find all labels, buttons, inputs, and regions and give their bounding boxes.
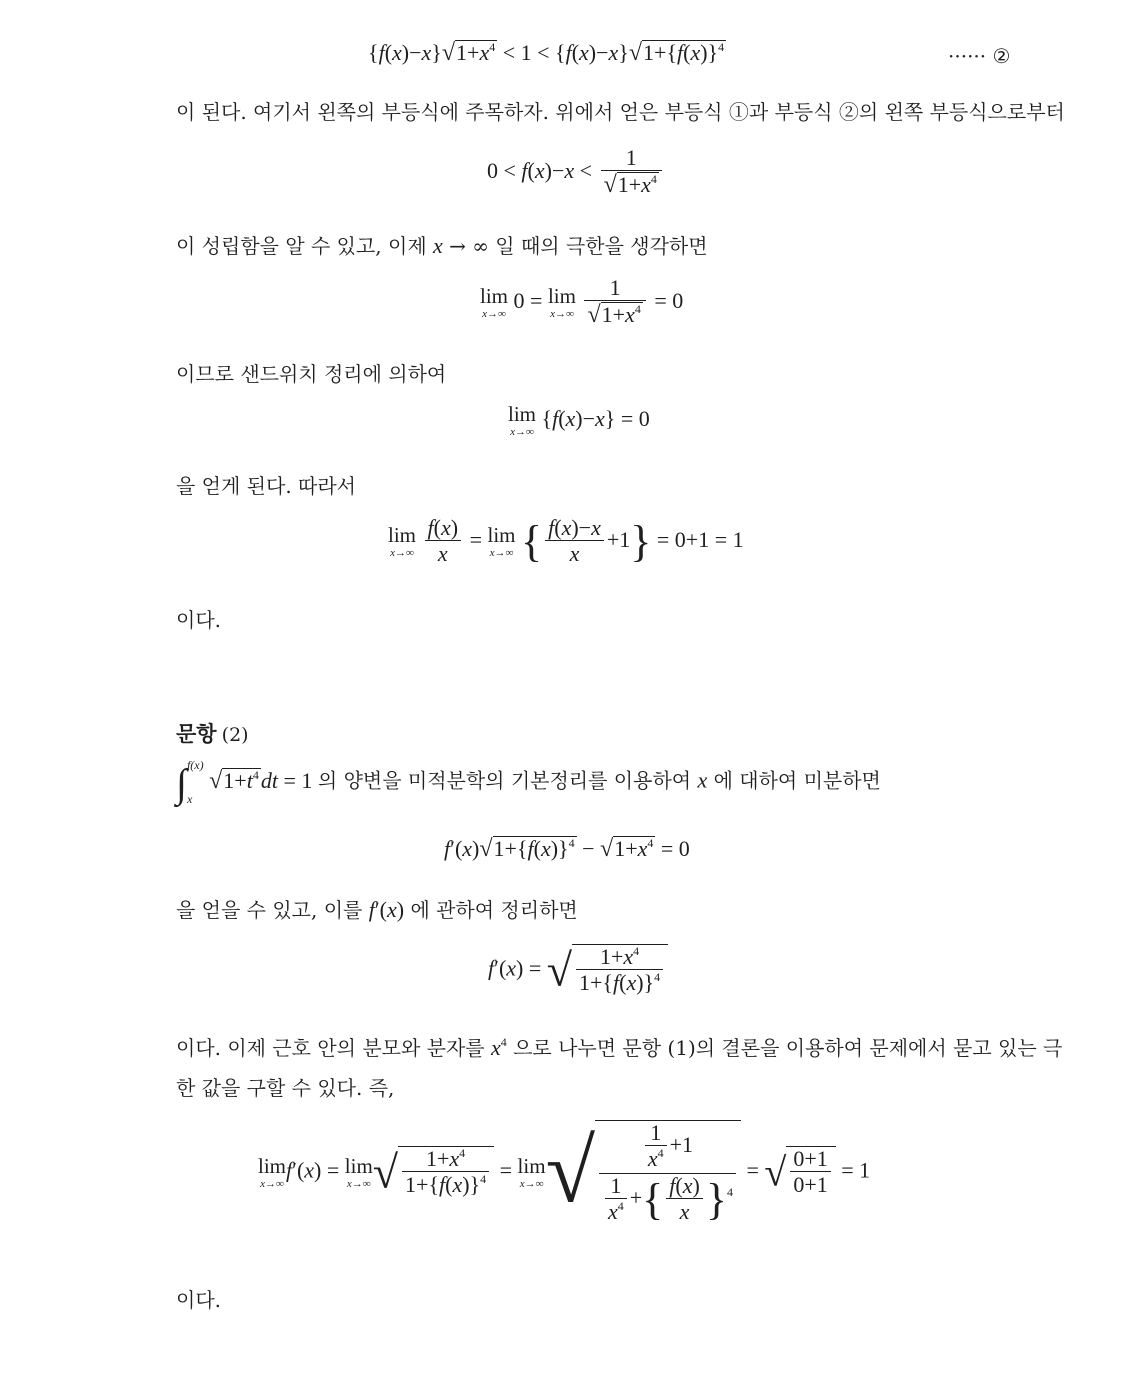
paragraph-4: 을 얻게 된다. 따라서 — [176, 474, 356, 498]
paragraph-3: 이므로 샌드위치 정리에 의하여 — [176, 362, 447, 386]
integral-line: ∫ f(x) x $√1+t^4dt = 1$ 의 양변을 미적분학의 기본정리를 이용하여 x 에 대하여 미분하면 — [176, 758, 881, 806]
equation-derivative: $f'(x)√1+\{f(x)\}^4 - √1+x^4 = 0$ — [444, 836, 690, 862]
equation-limit-bounds: lim x→∞ 0 = lim x→∞ $\frac{1}{√1+x^4}$ = 0 — [480, 275, 684, 329]
paragraph-5: 이다. — [176, 608, 221, 632]
equation-2: $\{f(x)-x\}√1+x^4 < 1 < \{f(x)-x\}√1+\{f(x)\}^4$ — [368, 40, 725, 66]
equation-ratio-limit: lim x→∞ $\frac{f(x)}{x}$ = lim x→∞ { $\frac{f(x)-x}{x}$ +1} = 0+1 = 1 — [388, 515, 744, 567]
paragraph-7-end: 에 관하여 정리하면 — [410, 898, 578, 922]
paragraph-10: 이다. — [176, 1288, 221, 1312]
equation-2-label: ······ ② — [948, 44, 1011, 68]
paragraph-8: 이다. 이제 근호 안의 분모와 분자를 $x^4$ 으로 나누면 문항 (1)의 결론을 이용하여 문제에서 묻고 있는 극 — [176, 1035, 1063, 1060]
integral-line-text-a: 의 양변을 미적분학의 기본정리를 이용하여 — [317, 768, 692, 793]
equation-final-limit: lim x→∞ f′(x) = lim x→∞ √ $\frac{1+x^4}{1+\{f(x)\}^4}$ = lim x→∞ √ $\frac{1}{x^4}$ +1 $\frac{1}{x^4}$ +{ $\frac{f(x)}{x}$ }$^4$ = √ $\frac{0+1}{0+1}$ = 1 — [258, 1120, 871, 1224]
paragraph-1: 이 된다. 여기서 왼쪽의 부등식에 주목하자. 위에서 얻은 부등식 ①과 부등식 ②의 왼쪽 부등식으로부터 — [176, 100, 1065, 124]
paragraph-9: 한 값을 구할 수 있다. 즉, — [176, 1076, 395, 1100]
equation-f-prime: f′(x) = √ $\frac{1+x^4}{1+\{f(x)\}^4}$ — [488, 944, 668, 997]
section-heading-number: (2) — [221, 724, 249, 746]
paragraph-7-start: 을 얻을 수 있고, 이를 — [176, 898, 363, 922]
paragraph-2-end: 일 때의 극한을 생각하면 — [495, 234, 708, 258]
paragraph-8-end: 으로 나누면 문항 (1)의 결론을 이용하여 문제에서 묻고 있는 극 — [513, 1036, 1063, 1060]
paragraph-7: 을 얻을 수 있고, 이를 f′(x) 에 관하여 정리하면 — [176, 897, 578, 922]
section-heading-label: 문항 — [176, 721, 217, 746]
integral-line-text-b: 에 대하여 미분하면 — [713, 768, 881, 793]
section-heading — [176, 718, 249, 748]
paragraph-2-start: 이 성립함을 알 수 있고, 이제 — [176, 234, 427, 258]
paragraph-2: 이 성립함을 알 수 있고, 이제 x → ∞ 일 때의 극한을 생각하면 — [176, 233, 708, 258]
paragraph-8-start: 이다. 이제 근호 안의 분모와 분자를 — [176, 1036, 485, 1060]
equation-sandwich-result: lim x→∞ {f(x)−x} = 0 — [508, 402, 650, 438]
equation-bound: 0 < f(x)−x < $\frac{1}{√1+x^4}$ — [487, 146, 665, 200]
